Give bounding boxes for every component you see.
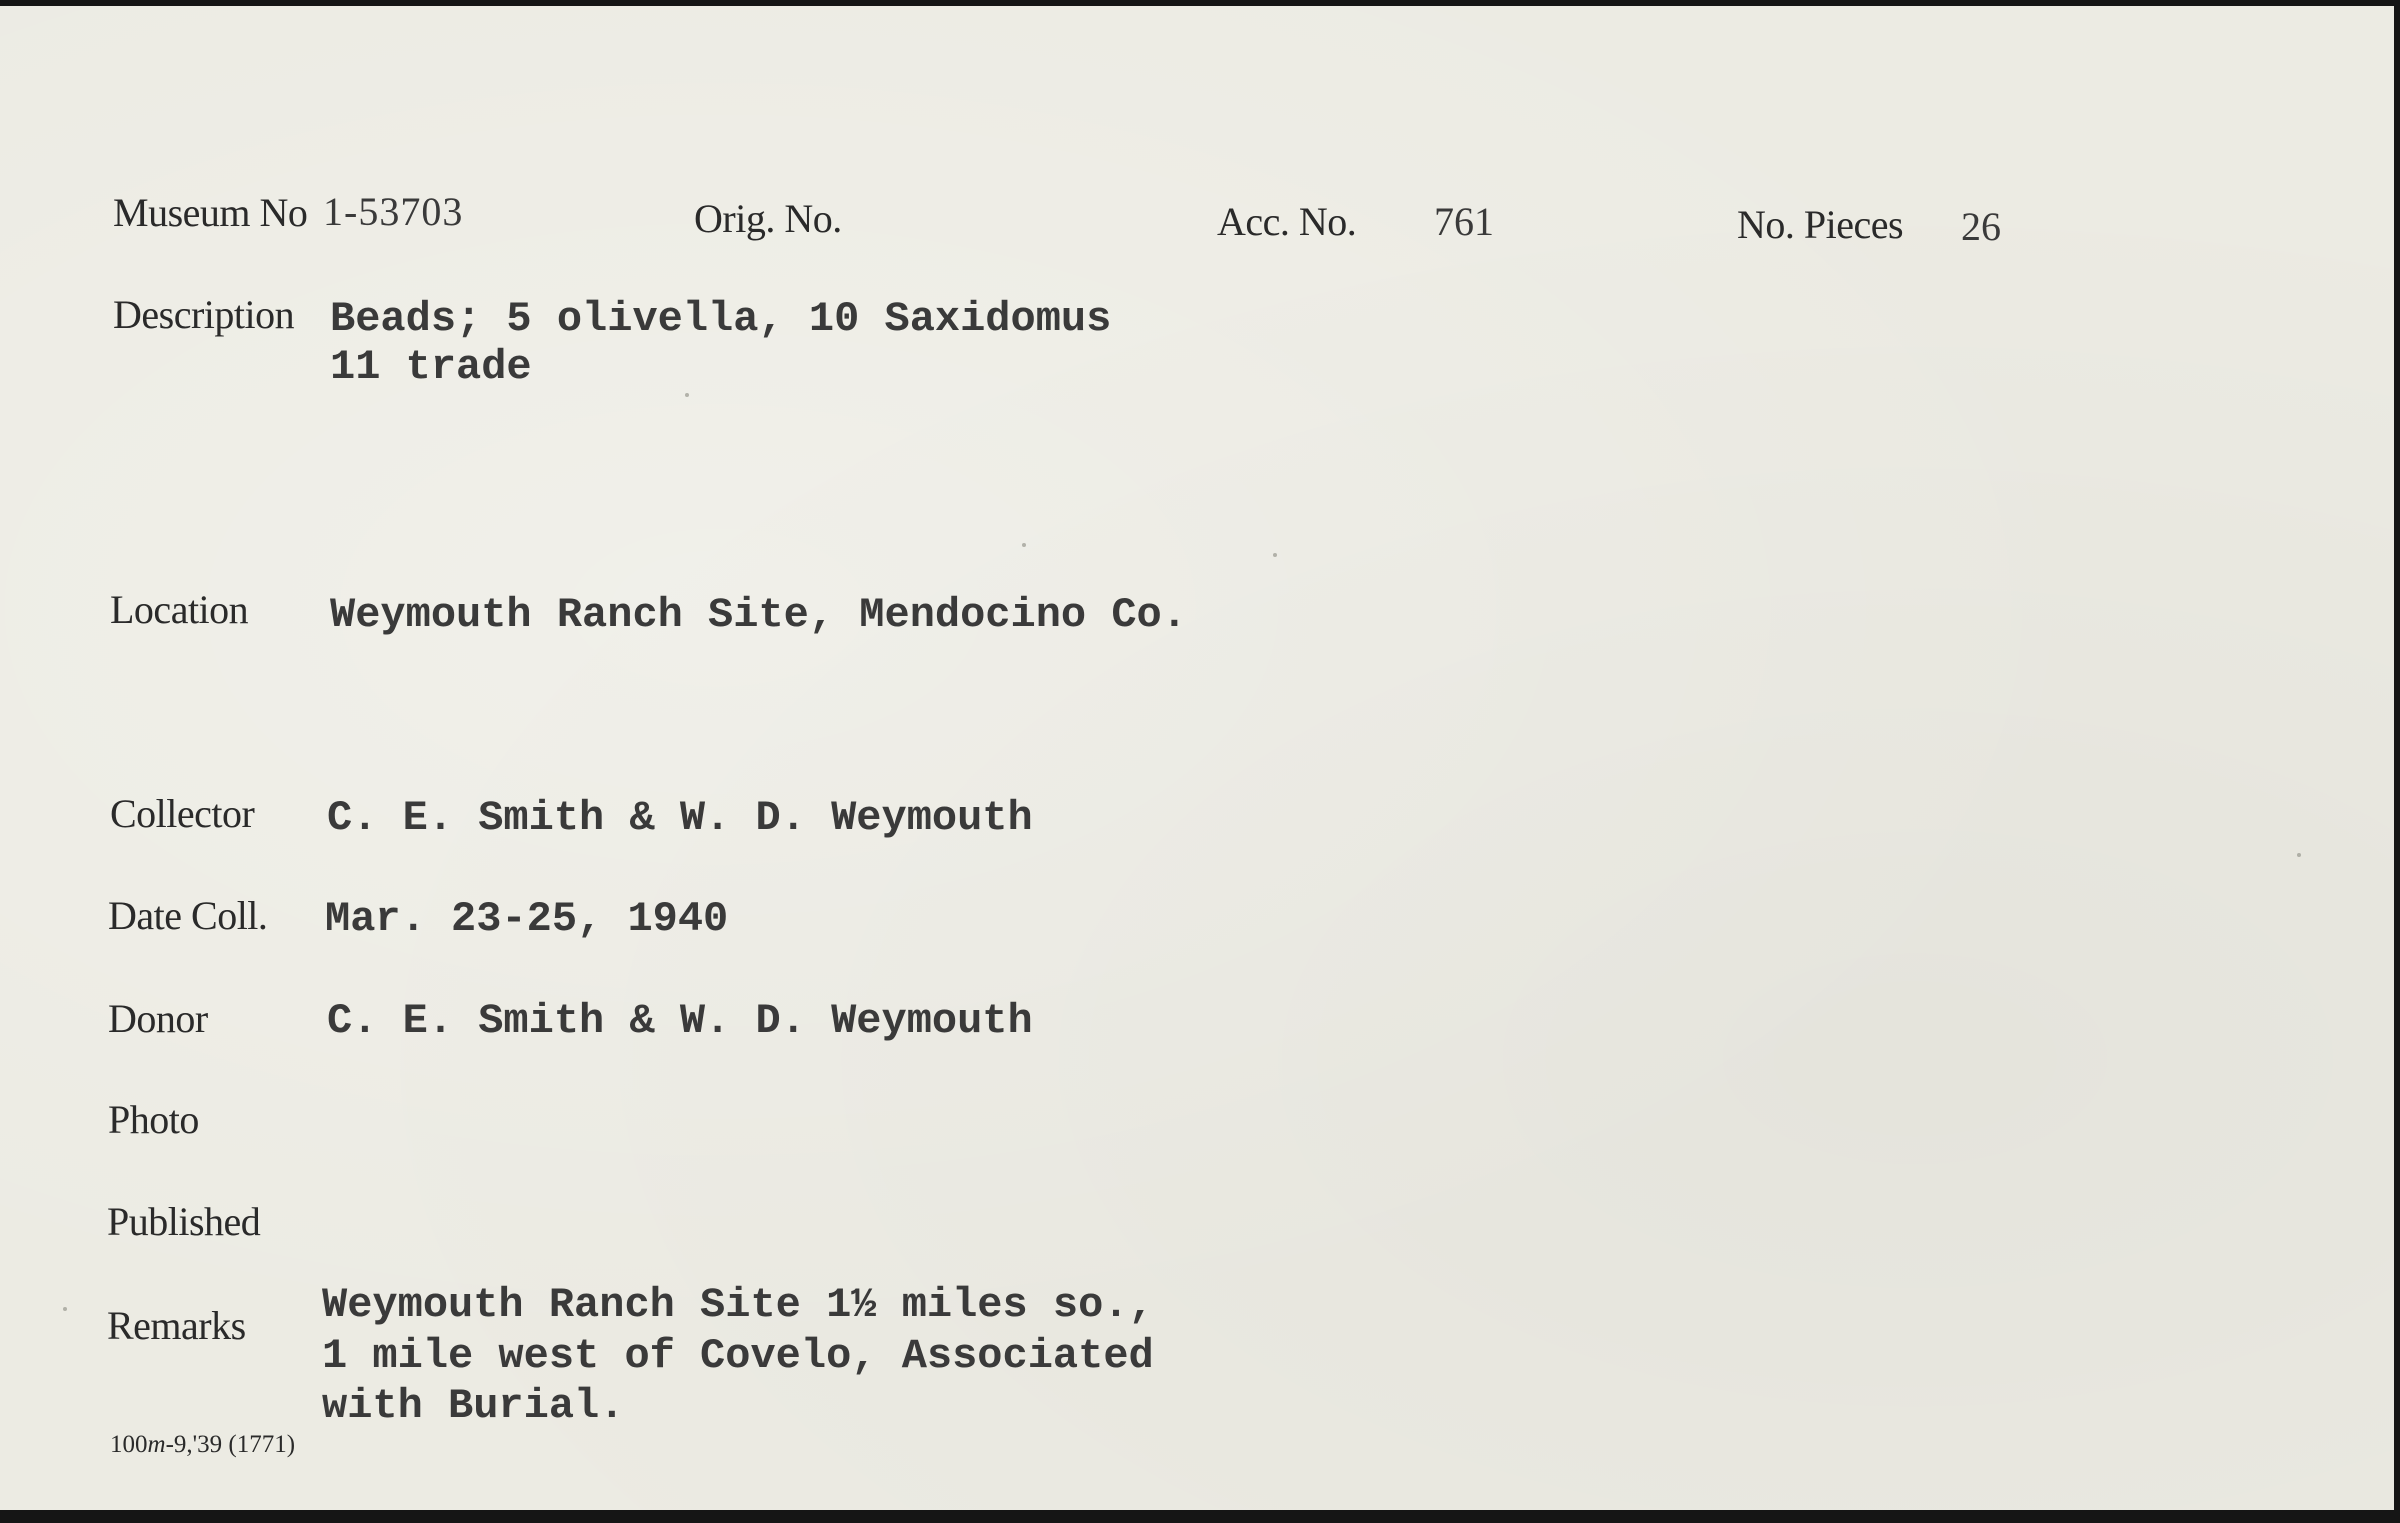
museum-no-value: 1-53703 xyxy=(323,189,464,234)
donor-value: C. E. Smith & W. D. Weymouth xyxy=(327,997,1033,1045)
catalog-card xyxy=(0,6,2394,1510)
date-coll-value: Mar. 23-25, 1940 xyxy=(325,895,729,943)
paper-speck xyxy=(2297,853,2301,857)
description-label: Description xyxy=(113,292,295,337)
donor-label: Donor xyxy=(108,996,208,1041)
orig-no-label: Orig. No. xyxy=(694,196,842,241)
no-pieces-label: No. Pieces xyxy=(1737,202,1904,247)
photo-label: Photo xyxy=(108,1097,199,1142)
collector-label: Collector xyxy=(110,791,255,836)
paper-speck xyxy=(685,393,689,397)
form-code-suffix: -9,'39 (1771) xyxy=(165,1431,296,1458)
paper-speck xyxy=(1273,553,1277,557)
date-coll-label: Date Coll. xyxy=(108,893,268,938)
remarks-line1: Weymouth Ranch Site 1½ miles so., xyxy=(322,1281,1154,1329)
remarks-line2: 1 mile west of Covelo, Associated xyxy=(322,1332,1154,1380)
remarks-label: Remarks xyxy=(107,1303,246,1348)
published-label: Published xyxy=(107,1199,261,1244)
remarks-line3: with Burial. xyxy=(322,1382,625,1430)
paper-speck xyxy=(63,1307,67,1311)
form-code xyxy=(110,1431,295,1459)
paper-speck xyxy=(1022,543,1026,547)
acc-no-value: 761 xyxy=(1434,199,1494,244)
location-value: Weymouth Ranch Site, Mendocino Co. xyxy=(330,591,1187,639)
no-pieces-value: 26 xyxy=(1961,204,2001,249)
museum-no-label: Museum No xyxy=(113,190,308,235)
form-code-italic: m xyxy=(147,1431,166,1458)
description-line1: Beads; 5 olivella, 10 Saxidomus xyxy=(330,295,1112,343)
form-code-prefix: 100 xyxy=(110,1431,148,1458)
description-line2: 11 trade xyxy=(330,343,532,391)
acc-no-label: Acc. No. xyxy=(1217,199,1357,244)
location-label: Location xyxy=(110,587,249,632)
collector-value: C. E. Smith & W. D. Weymouth xyxy=(327,794,1033,842)
